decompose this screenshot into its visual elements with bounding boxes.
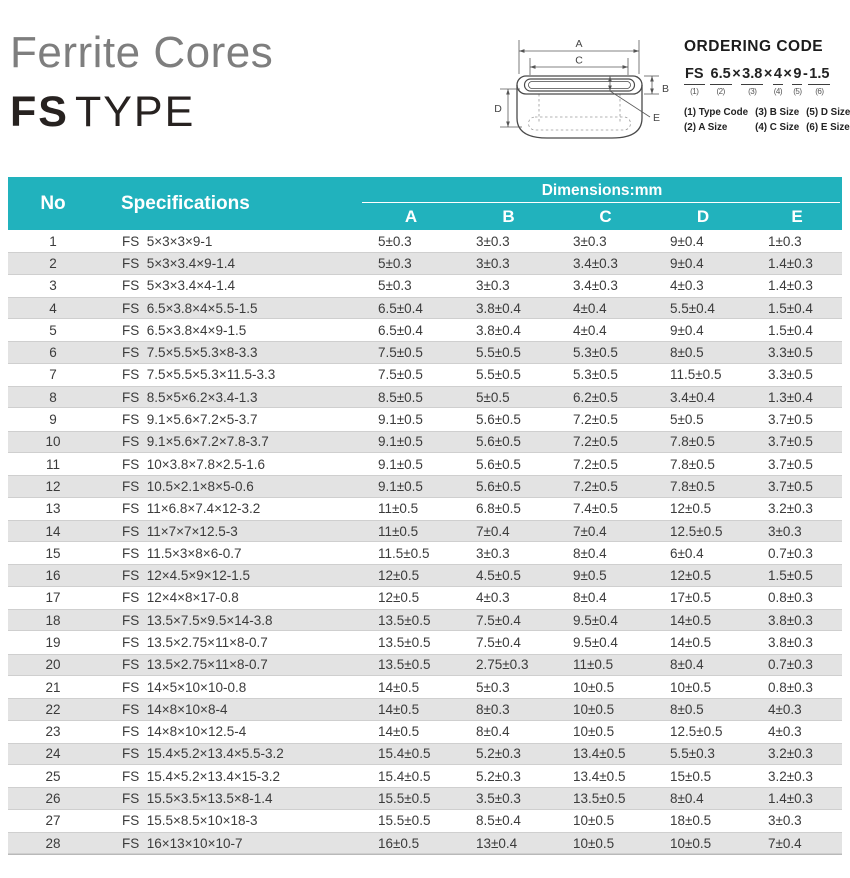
code-segment — [808, 67, 830, 96]
cell-dim-e: 3.7±0.5 — [768, 434, 813, 450]
cell-dim-b: 3±0.3 — [476, 255, 510, 271]
table-row — [8, 810, 842, 832]
cell-dim-e: 3.2±0.3 — [768, 501, 813, 517]
cell-dim-e: 4±0.3 — [768, 701, 802, 717]
cell-dim-c: 10±0.5 — [573, 813, 615, 829]
cell-dim-d: 10±0.5 — [670, 835, 712, 851]
cell-dim-d: 3.4±0.4 — [670, 389, 715, 405]
cell-specification: FS 5×3×3×9-1 — [122, 233, 213, 249]
cell-dim-b: 6.8±0.5 — [476, 501, 521, 517]
cell-dim-e: 1.5±0.4 — [768, 300, 813, 316]
cell-specification: FS 9.1×5.6×7.2×5-3.7 — [122, 412, 258, 428]
code-segment — [773, 67, 783, 96]
cell-dim-a: 8.5±0.5 — [378, 389, 423, 405]
code-separator: × — [763, 66, 773, 82]
spec-table — [8, 177, 842, 855]
cell-dim-b: 7±0.4 — [476, 523, 510, 539]
cell-dim-a: 5±0.3 — [378, 233, 412, 249]
cell-dim-b: 5.6±0.5 — [476, 412, 521, 428]
cell-dim-b: 5.6±0.5 — [476, 478, 521, 494]
diagram-label-d: D — [494, 103, 502, 115]
cell-dim-a: 13.5±0.5 — [378, 657, 431, 673]
cell-dim-d: 9±0.4 — [670, 233, 704, 249]
cell-dim-d: 12.5±0.5 — [670, 523, 723, 539]
col-header-no: No — [40, 192, 66, 214]
col-header-e: E — [791, 206, 803, 226]
cell-dim-d: 9±0.4 — [670, 322, 704, 338]
hidden-edges — [529, 94, 631, 130]
cell-specification: FS 11×6.8×7.4×12-3.2 — [122, 501, 261, 517]
cell-dim-c: 5.3±0.5 — [573, 367, 618, 383]
col-header-b: B — [502, 206, 515, 226]
cell-dim-d: 18±0.5 — [670, 813, 712, 829]
cell-dim-d: 8±0.4 — [670, 791, 704, 807]
cell-no: 20 — [45, 657, 61, 673]
page-title: Ferrite Cores — [10, 28, 274, 77]
cell-dim-a: 15.5±0.5 — [378, 813, 431, 829]
cell-dim-d: 7.8±0.5 — [670, 434, 715, 450]
cell-dim-a: 12±0.5 — [378, 568, 420, 584]
cell-dim-e: 1.5±0.5 — [768, 568, 813, 584]
cell-dim-d: 4±0.3 — [670, 278, 704, 294]
cell-no: 28 — [45, 835, 61, 851]
cell-no: 26 — [45, 791, 61, 807]
table-row — [8, 408, 842, 430]
cell-dim-d: 6±0.4 — [670, 545, 704, 561]
cell-dim-d: 5.5±0.3 — [670, 746, 715, 762]
cell-dim-d: 7.8±0.5 — [670, 478, 715, 494]
cell-dim-b: 2.75±0.3 — [476, 657, 529, 673]
cell-dim-b: 7.5±0.4 — [476, 612, 521, 628]
cell-no: 12 — [45, 478, 61, 494]
cell-specification: FS 7.5×5.5×5.3×8-3.3 — [122, 345, 258, 361]
cell-dim-c: 13.5±0.5 — [573, 791, 626, 807]
table-row — [8, 721, 842, 743]
legend-item: (1) Type Code — [684, 107, 749, 119]
cell-no: 19 — [45, 634, 61, 650]
cell-dim-b: 3±0.3 — [476, 545, 510, 561]
table-row — [8, 564, 842, 586]
table-row — [8, 587, 842, 609]
table-row — [8, 542, 842, 564]
cell-dim-d: 8±0.4 — [670, 657, 704, 673]
code-segment — [684, 67, 705, 96]
cell-dim-d: 9±0.4 — [670, 255, 704, 271]
cell-dim-b: 13±0.4 — [476, 835, 518, 851]
cell-specification: FS 5×3×3.4×4-1.4 — [122, 278, 235, 294]
diagram-label-a: A — [575, 38, 583, 50]
cell-dim-a: 9.1±0.5 — [378, 412, 423, 428]
cell-dim-d: 7.8±0.5 — [670, 456, 715, 472]
cell-dim-e: 3.7±0.5 — [768, 478, 813, 494]
cell-no: 5 — [49, 322, 57, 338]
diagram-label-b: B — [662, 83, 670, 95]
cell-no: 7 — [49, 367, 57, 383]
code-separator: - — [802, 66, 808, 82]
cell-dim-b: 4±0.3 — [476, 590, 510, 606]
cell-dim-b: 3±0.3 — [476, 233, 510, 249]
cell-dim-a: 13.5±0.5 — [378, 634, 431, 650]
cell-no: 1 — [49, 233, 57, 249]
cell-no: 6 — [49, 345, 57, 361]
cell-dim-a: 15.5±0.5 — [378, 791, 431, 807]
ordering-code-title: ORDERING CODE — [684, 38, 824, 55]
cell-specification: FS 15.4×5.2×13.4×5.5-3.2 — [122, 746, 284, 762]
cell-dim-c: 8±0.4 — [573, 545, 607, 561]
diagram-label-c: C — [575, 54, 583, 67]
cell-dim-d: 12.5±0.5 — [670, 724, 723, 740]
cell-dim-e: 0.8±0.3 — [768, 590, 813, 606]
col-header-dimensions-group — [362, 177, 842, 230]
cell-dim-c: 7.4±0.5 — [573, 501, 618, 517]
dimensions-title: Dimensions:mm — [541, 182, 663, 199]
cell-no: 16 — [45, 568, 61, 584]
cell-dim-c: 4±0.4 — [573, 300, 607, 316]
cell-no: 10 — [45, 434, 61, 450]
cell-specification: FS 10×3.8×7.8×2.5-1.6 — [122, 456, 265, 472]
table-row — [8, 275, 842, 297]
cell-no: 27 — [45, 813, 61, 829]
table-row — [8, 475, 842, 497]
table-row — [8, 297, 842, 319]
cell-no: 24 — [45, 746, 61, 762]
cell-dim-e: 1.4±0.3 — [768, 255, 813, 271]
code-part: 3.8 — [741, 67, 763, 85]
col-header-specifications: Specifications — [121, 192, 250, 214]
cell-specification: FS 11×7×7×12.5-3 — [122, 523, 238, 539]
legend-item: (6) E Size — [806, 122, 850, 134]
table-row — [8, 386, 842, 408]
cell-dim-e: 0.8±0.3 — [768, 679, 813, 695]
code-part: 4 — [773, 67, 783, 85]
table-row — [8, 252, 842, 274]
cell-dim-b: 5.5±0.5 — [476, 367, 521, 383]
cell-specification: FS 12×4×8×17-0.8 — [122, 590, 239, 606]
cell-dim-e: 1.3±0.4 — [768, 389, 813, 405]
code-separator: × — [732, 66, 741, 82]
type-word-text: TYPE — [74, 88, 196, 136]
cell-dim-b: 5.2±0.3 — [476, 746, 521, 762]
cell-dim-d: 10±0.5 — [670, 679, 712, 695]
cell-dim-c: 9.5±0.4 — [573, 634, 618, 650]
cell-specification: FS 16×13×10×10-7 — [122, 835, 243, 851]
cell-specification: FS 6.5×3.8×4×5.5-1.5 — [122, 300, 258, 316]
cell-dim-e: 3.7±0.5 — [768, 412, 813, 428]
ordering-code-line — [684, 67, 846, 96]
cell-dim-c: 10±0.5 — [573, 679, 615, 695]
cell-dim-a: 14±0.5 — [378, 679, 420, 695]
cell-dim-a: 11±0.5 — [378, 523, 419, 539]
cell-specification: FS 15.5×8.5×10×18-3 — [122, 813, 258, 829]
col-header-c: C — [599, 206, 612, 226]
cell-dim-c: 7.2±0.5 — [573, 456, 618, 472]
cell-specification: FS 6.5×3.8×4×9-1.5 — [122, 322, 247, 338]
code-callout: (5) — [793, 87, 802, 97]
code-segment — [792, 67, 802, 96]
table-body — [8, 230, 842, 855]
cell-no: 4 — [49, 300, 57, 316]
cell-dim-e: 4±0.3 — [768, 724, 802, 740]
cell-dim-e: 0.7±0.3 — [768, 545, 813, 561]
table-row — [8, 765, 842, 787]
cell-specification: FS 12×4.5×9×12-1.5 — [122, 568, 250, 584]
code-callout: (1) — [690, 87, 699, 97]
cell-dim-a: 7.5±0.5 — [378, 367, 423, 383]
table-row — [8, 453, 842, 475]
cell-dim-e: 7±0.4 — [768, 835, 802, 851]
cell-dim-c: 10±0.5 — [573, 835, 615, 851]
cell-dim-a: 7.5±0.5 — [378, 345, 423, 361]
cell-dim-c: 7±0.4 — [573, 523, 607, 539]
cell-dim-b: 8.5±0.4 — [476, 813, 521, 829]
cell-dim-b: 5.2±0.3 — [476, 768, 521, 784]
cell-dim-a: 5±0.3 — [378, 255, 412, 271]
cell-dim-b: 3.8±0.4 — [476, 300, 521, 316]
table-row — [8, 654, 842, 676]
dimension-lines — [500, 40, 659, 127]
code-separator: × — [783, 66, 792, 82]
cell-no: 8 — [49, 389, 57, 405]
cell-dim-c: 3±0.3 — [573, 233, 607, 249]
cell-dim-d: 17±0.5 — [670, 590, 712, 606]
cell-no: 17 — [45, 590, 61, 606]
table-row — [8, 341, 842, 363]
cell-dim-e: 3±0.3 — [768, 813, 802, 829]
cell-no: 2 — [49, 255, 57, 271]
cell-dim-d: 5.5±0.4 — [670, 300, 715, 316]
cell-no: 9 — [49, 412, 57, 428]
cell-specification: FS 14×8×10×8-4 — [122, 701, 228, 717]
cell-dim-a: 14±0.5 — [378, 724, 420, 740]
cell-no: 15 — [45, 545, 61, 561]
legend-item: (5) D Size — [806, 107, 850, 119]
table-row — [8, 431, 842, 453]
code-callout: (4) — [773, 87, 782, 97]
cell-dim-b: 7.5±0.4 — [476, 634, 521, 650]
cell-specification: FS 11.5×3×8×6-0.7 — [122, 545, 242, 561]
cell-dim-b: 5.6±0.5 — [476, 456, 521, 472]
cell-dim-d: 14±0.5 — [670, 634, 712, 650]
legend-item: (3) B Size — [755, 107, 800, 119]
code-callout: (3) — [748, 87, 757, 97]
cell-dim-a: 13.5±0.5 — [378, 612, 431, 628]
cell-dim-d: 12±0.5 — [670, 568, 712, 584]
cell-dim-d: 14±0.5 — [670, 612, 712, 628]
cell-specification: FS 8.5×5×6.2×3.4-1.3 — [122, 389, 258, 405]
cell-dim-a: 11±0.5 — [378, 501, 419, 517]
table-row — [8, 319, 842, 341]
cell-specification: FS 9.1×5.6×7.2×7.8-3.7 — [122, 434, 269, 450]
cell-dim-a: 9.1±0.5 — [378, 456, 423, 472]
code-part: 1.5 — [808, 67, 830, 85]
cell-dim-a: 9.1±0.5 — [378, 434, 423, 450]
cell-specification: FS 15.4×5.2×13.4×15-3.2 — [122, 768, 280, 784]
table-row — [8, 631, 842, 653]
cell-dim-e: 3.2±0.3 — [768, 746, 813, 762]
cell-specification: FS 5×3×3.4×9-1.4 — [122, 255, 235, 271]
table-row — [8, 520, 842, 542]
cell-dim-e: 1.5±0.4 — [768, 322, 813, 338]
cell-no: 23 — [45, 724, 61, 740]
cell-dim-c: 7.2±0.5 — [573, 412, 618, 428]
cell-no: 3 — [49, 278, 57, 294]
cell-dim-b: 5.6±0.5 — [476, 434, 521, 450]
cell-dim-a: 15.4±0.5 — [378, 768, 431, 784]
cell-dim-e: 3.3±0.5 — [768, 367, 813, 383]
cell-no: 21 — [45, 679, 61, 695]
code-part: 6.5 — [710, 67, 732, 85]
page-subtitle — [10, 88, 273, 137]
cell-dim-a: 6.5±0.4 — [378, 300, 423, 316]
table-row — [8, 832, 842, 854]
cell-dim-c: 10±0.5 — [573, 724, 615, 740]
ordering-code-block — [684, 38, 850, 134]
cell-dim-b: 8±0.3 — [476, 701, 510, 717]
table-row — [8, 787, 842, 809]
title-block — [10, 28, 273, 137]
core-outline — [517, 76, 642, 138]
cell-dim-c: 13.4±0.5 — [573, 768, 626, 784]
col-header-d: D — [696, 206, 710, 226]
cell-dim-b: 4.5±0.5 — [476, 568, 521, 584]
table-row — [8, 498, 842, 520]
cell-dim-d: 15±0.5 — [670, 768, 712, 784]
ordering-code-legend — [684, 107, 850, 134]
cell-no: 14 — [45, 523, 61, 539]
cell-dim-a: 12±0.5 — [378, 590, 420, 606]
cell-dim-a: 14±0.5 — [378, 701, 420, 717]
cell-no: 13 — [45, 501, 61, 517]
dimension-letter-row — [362, 203, 842, 230]
cell-dim-e: 1.4±0.3 — [768, 791, 813, 807]
table-row — [8, 230, 842, 252]
cell-dim-b: 3±0.3 — [476, 278, 510, 294]
cell-specification: FS 15.5×3.5×13.5×8-1.4 — [122, 791, 273, 807]
cell-dim-b: 5±0.5 — [476, 389, 510, 405]
cell-dim-b: 5.5±0.5 — [476, 345, 521, 361]
cell-no: 25 — [45, 768, 61, 784]
cell-dim-d: 8±0.5 — [670, 701, 704, 717]
cell-dim-d: 8±0.5 — [670, 345, 704, 361]
cell-specification: FS 14×8×10×12.5-4 — [122, 724, 247, 740]
cell-dim-e: 3.2±0.3 — [768, 768, 813, 784]
cell-dim-c: 7.2±0.5 — [573, 434, 618, 450]
diagram-label-e: E — [653, 112, 661, 124]
table-header — [8, 177, 842, 230]
cell-dim-c: 8±0.4 — [573, 590, 607, 606]
cell-dim-b: 3.5±0.3 — [476, 791, 521, 807]
table-row — [8, 743, 842, 765]
code-callout: (6) — [815, 87, 824, 97]
cell-dim-c: 9.5±0.4 — [573, 612, 618, 628]
cell-no: 18 — [45, 612, 61, 628]
cell-dim-a: 9.1±0.5 — [378, 478, 423, 494]
legend-item: (4) C Size — [755, 122, 800, 134]
cell-dim-c: 6.2±0.5 — [573, 389, 618, 405]
code-segment — [741, 67, 763, 96]
cell-specification: FS 10.5×2.1×8×5-0.6 — [122, 478, 254, 494]
cell-dim-a: 6.5±0.4 — [378, 322, 423, 338]
cell-dim-c: 7.2±0.5 — [573, 478, 618, 494]
code-callout: (2) — [716, 87, 725, 97]
cell-dim-e: 3.3±0.5 — [768, 345, 813, 361]
cell-dim-c: 3.4±0.3 — [573, 255, 618, 271]
cell-dim-c: 9±0.5 — [573, 568, 607, 584]
cell-specification: FS 14×5×10×10-0.8 — [122, 679, 247, 695]
cell-specification: FS 13.5×7.5×9.5×14-3.8 — [122, 612, 273, 628]
table-row — [8, 364, 842, 386]
cell-dim-d: 5±0.5 — [670, 412, 704, 428]
cell-dim-a: 15.4±0.5 — [378, 746, 431, 762]
code-part: 9 — [792, 67, 802, 85]
cell-dim-e: 1±0.3 — [768, 233, 802, 249]
cell-dim-d: 11.5±0.5 — [670, 367, 722, 383]
cell-dim-a: 5±0.3 — [378, 278, 412, 294]
cell-no: 22 — [45, 701, 61, 717]
cell-dim-b: 5±0.3 — [476, 679, 510, 695]
cell-dim-c: 13.4±0.5 — [573, 746, 626, 762]
core-dimension-diagram — [452, 26, 686, 164]
cell-dim-e: 3.7±0.5 — [768, 456, 813, 472]
cell-dim-a: 11.5±0.5 — [378, 545, 430, 561]
cell-dim-d: 12±0.5 — [670, 501, 712, 517]
table-row — [8, 609, 842, 631]
cell-dim-c: 11±0.5 — [573, 657, 614, 673]
cell-no: 11 — [45, 456, 60, 472]
cell-dim-e: 1.4±0.3 — [768, 278, 813, 294]
cell-dim-c: 3.4±0.3 — [573, 278, 618, 294]
cell-dim-b: 8±0.4 — [476, 724, 510, 740]
table-row — [8, 698, 842, 720]
code-segment — [710, 67, 732, 96]
cell-dim-e: 3.8±0.3 — [768, 634, 813, 650]
cell-dim-e: 3±0.3 — [768, 523, 802, 539]
cell-specification: FS 13.5×2.75×11×8-0.7 — [122, 634, 268, 650]
cell-dim-e: 3.8±0.3 — [768, 612, 813, 628]
code-part: FS — [684, 67, 705, 85]
type-code-text: FS — [10, 88, 69, 136]
cell-dim-a: 16±0.5 — [378, 835, 420, 851]
cell-dim-c: 4±0.4 — [573, 322, 607, 338]
cell-dim-e: 0.7±0.3 — [768, 657, 813, 673]
cell-specification: FS 13.5×2.75×11×8-0.7 — [122, 657, 268, 673]
cell-dim-c: 10±0.5 — [573, 701, 615, 717]
table-row — [8, 676, 842, 698]
cell-specification: FS 7.5×5.5×5.3×11.5-3.3 — [122, 367, 276, 383]
cell-dim-c: 5.3±0.5 — [573, 345, 618, 361]
col-header-a: A — [404, 206, 418, 226]
legend-item: (2) A Size — [684, 122, 728, 134]
cell-dim-b: 3.8±0.4 — [476, 322, 521, 338]
